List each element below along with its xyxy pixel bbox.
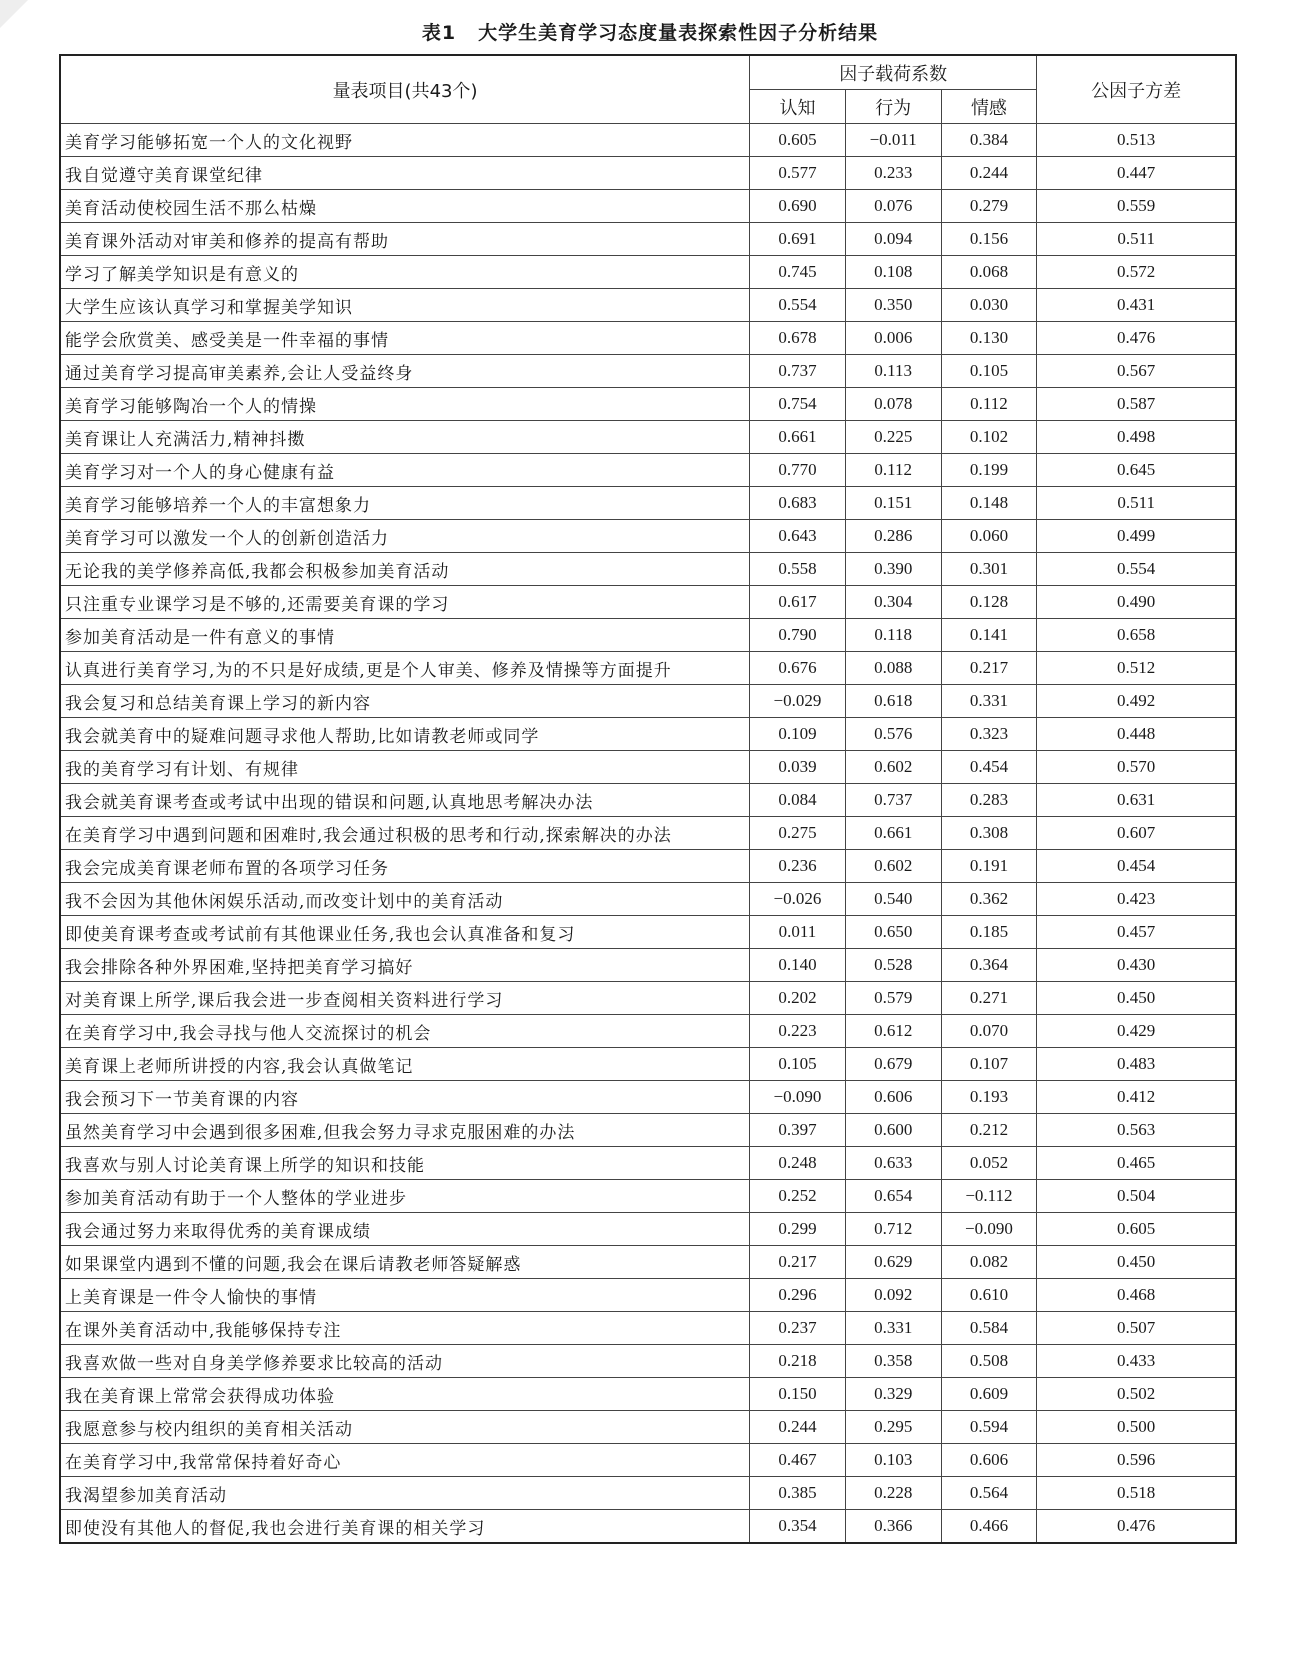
loading-emotion: 0.384 bbox=[941, 124, 1037, 157]
item-text: 我会通过努力来取得优秀的美育课成绩 bbox=[60, 1213, 750, 1246]
table-row bbox=[60, 520, 1236, 553]
loading-behavior: 0.103 bbox=[845, 1444, 941, 1477]
loading-cognition: 0.084 bbox=[750, 784, 846, 817]
loading-cognition: 0.237 bbox=[750, 1312, 846, 1345]
loading-cognition: 0.770 bbox=[750, 454, 846, 487]
table-row bbox=[60, 685, 1236, 718]
loading-behavior: 0.737 bbox=[845, 784, 941, 817]
table-row bbox=[60, 1180, 1236, 1213]
loading-emotion: 0.454 bbox=[941, 751, 1037, 784]
item-text: 参加美育活动是一件有意义的事情 bbox=[60, 619, 750, 652]
table-row bbox=[60, 223, 1236, 256]
item-text: 美育学习可以激发一个人的创新创造活力 bbox=[60, 520, 750, 553]
loading-emotion: 0.082 bbox=[941, 1246, 1037, 1279]
communality-value: 0.572 bbox=[1037, 256, 1236, 289]
communality-value: 0.518 bbox=[1037, 1477, 1236, 1510]
loading-cognition: 0.248 bbox=[750, 1147, 846, 1180]
communality-value: 0.433 bbox=[1037, 1345, 1236, 1378]
loading-cognition: 0.558 bbox=[750, 553, 846, 586]
header-communality: 公因子方差 bbox=[1037, 55, 1236, 124]
communality-value: 0.500 bbox=[1037, 1411, 1236, 1444]
table-row bbox=[60, 652, 1236, 685]
communality-value: 0.454 bbox=[1037, 850, 1236, 883]
loading-cognition: 0.661 bbox=[750, 421, 846, 454]
loading-emotion: 0.060 bbox=[941, 520, 1037, 553]
table-row bbox=[60, 1411, 1236, 1444]
factor-analysis-table bbox=[59, 54, 1237, 1544]
communality-value: 0.498 bbox=[1037, 421, 1236, 454]
item-text: 在美育学习中遇到问题和困难时,我会通过积极的思考和行动,探索解决的办法 bbox=[60, 817, 750, 850]
loading-cognition: 0.676 bbox=[750, 652, 846, 685]
table-row bbox=[60, 1345, 1236, 1378]
communality-value: 0.513 bbox=[1037, 124, 1236, 157]
loading-behavior: 0.286 bbox=[845, 520, 941, 553]
table-row bbox=[60, 454, 1236, 487]
table-row bbox=[60, 1114, 1236, 1147]
loading-cognition: 0.745 bbox=[750, 256, 846, 289]
table-row bbox=[60, 850, 1236, 883]
item-text: 大学生应该认真学习和掌握美学知识 bbox=[60, 289, 750, 322]
communality-value: 0.511 bbox=[1037, 223, 1236, 256]
communality-value: 0.483 bbox=[1037, 1048, 1236, 1081]
loading-cognition: 0.011 bbox=[750, 916, 846, 949]
loading-emotion: 0.105 bbox=[941, 355, 1037, 388]
item-text: 我会预习下一节美育课的内容 bbox=[60, 1081, 750, 1114]
item-text: 即使没有其他人的督促,我也会进行美育课的相关学习 bbox=[60, 1510, 750, 1544]
loading-cognition: 0.554 bbox=[750, 289, 846, 322]
table-row bbox=[60, 421, 1236, 454]
item-text: 美育学习能够陶冶一个人的情操 bbox=[60, 388, 750, 421]
communality-value: 0.587 bbox=[1037, 388, 1236, 421]
communality-value: 0.490 bbox=[1037, 586, 1236, 619]
loading-emotion: 0.364 bbox=[941, 949, 1037, 982]
loading-emotion: 0.148 bbox=[941, 487, 1037, 520]
communality-value: 0.645 bbox=[1037, 454, 1236, 487]
loading-emotion: 0.362 bbox=[941, 883, 1037, 916]
item-text: 我会完成美育课老师布置的各项学习任务 bbox=[60, 850, 750, 883]
table-row bbox=[60, 1477, 1236, 1510]
loading-behavior: 0.088 bbox=[845, 652, 941, 685]
loading-emotion: 0.564 bbox=[941, 1477, 1037, 1510]
loading-emotion: 0.212 bbox=[941, 1114, 1037, 1147]
loading-cognition: 0.223 bbox=[750, 1015, 846, 1048]
loading-cognition: 0.252 bbox=[750, 1180, 846, 1213]
loading-behavior: 0.579 bbox=[845, 982, 941, 1015]
table-row bbox=[60, 817, 1236, 850]
loading-behavior: 0.633 bbox=[845, 1147, 941, 1180]
loading-emotion: 0.217 bbox=[941, 652, 1037, 685]
loading-behavior: −0.011 bbox=[845, 124, 941, 157]
loading-behavior: 0.390 bbox=[845, 553, 941, 586]
table-row bbox=[60, 553, 1236, 586]
communality-value: 0.511 bbox=[1037, 487, 1236, 520]
loading-cognition: 0.467 bbox=[750, 1444, 846, 1477]
item-text: 我渴望参加美育活动 bbox=[60, 1477, 750, 1510]
item-text: 在美育学习中,我会寻找与他人交流探讨的机会 bbox=[60, 1015, 750, 1048]
loading-cognition: −0.090 bbox=[750, 1081, 846, 1114]
communality-value: 0.559 bbox=[1037, 190, 1236, 223]
loading-emotion: 0.466 bbox=[941, 1510, 1037, 1544]
loading-behavior: 0.233 bbox=[845, 157, 941, 190]
table-row bbox=[60, 1081, 1236, 1114]
loading-emotion: 0.141 bbox=[941, 619, 1037, 652]
loading-cognition: 0.296 bbox=[750, 1279, 846, 1312]
table-row bbox=[60, 982, 1236, 1015]
table-row bbox=[60, 1312, 1236, 1345]
loading-emotion: 0.185 bbox=[941, 916, 1037, 949]
communality-value: 0.476 bbox=[1037, 322, 1236, 355]
loading-behavior: 0.331 bbox=[845, 1312, 941, 1345]
loading-cognition: 0.244 bbox=[750, 1411, 846, 1444]
loading-emotion: 0.070 bbox=[941, 1015, 1037, 1048]
communality-value: 0.502 bbox=[1037, 1378, 1236, 1411]
loading-emotion: 0.594 bbox=[941, 1411, 1037, 1444]
loading-emotion: 0.279 bbox=[941, 190, 1037, 223]
loading-cognition: −0.029 bbox=[750, 685, 846, 718]
loading-cognition: 0.678 bbox=[750, 322, 846, 355]
loading-emotion: 0.271 bbox=[941, 982, 1037, 1015]
header-factor-cognition: 认知 bbox=[750, 90, 846, 124]
table-body bbox=[60, 124, 1236, 1544]
table-row bbox=[60, 1378, 1236, 1411]
table-row bbox=[60, 289, 1236, 322]
loading-emotion: 0.052 bbox=[941, 1147, 1037, 1180]
loading-cognition: 0.577 bbox=[750, 157, 846, 190]
table-caption bbox=[0, 18, 1300, 45]
table-row bbox=[60, 487, 1236, 520]
loading-behavior: 0.602 bbox=[845, 850, 941, 883]
loading-emotion: −0.112 bbox=[941, 1180, 1037, 1213]
item-text: 美育课外活动对审美和修养的提高有帮助 bbox=[60, 223, 750, 256]
item-text: 美育课让人充满活力,精神抖擞 bbox=[60, 421, 750, 454]
loading-behavior: 0.528 bbox=[845, 949, 941, 982]
loading-cognition: −0.026 bbox=[750, 883, 846, 916]
item-text: 美育学习能够培养一个人的丰富想象力 bbox=[60, 487, 750, 520]
loading-cognition: 0.605 bbox=[750, 124, 846, 157]
item-text: 美育课上老师所讲授的内容,我会认真做笔记 bbox=[60, 1048, 750, 1081]
table-row bbox=[60, 124, 1236, 157]
loading-behavior: 0.113 bbox=[845, 355, 941, 388]
header-item-column: 量表项目(共43个) bbox=[60, 55, 750, 124]
communality-value: 0.554 bbox=[1037, 553, 1236, 586]
item-text: 如果课堂内遇到不懂的问题,我会在课后请教老师答疑解惑 bbox=[60, 1246, 750, 1279]
loading-cognition: 0.385 bbox=[750, 1477, 846, 1510]
loading-emotion: 0.606 bbox=[941, 1444, 1037, 1477]
item-text: 通过美育学习提高审美素养,会让人受益终身 bbox=[60, 355, 750, 388]
table-number: 表1 bbox=[421, 22, 457, 44]
loading-cognition: 0.140 bbox=[750, 949, 846, 982]
item-text: 我会就美育课考查或考试中出现的错误和问题,认真地思考解决办法 bbox=[60, 784, 750, 817]
item-text: 虽然美育学习中会遇到很多困难,但我会努力寻求克服困难的办法 bbox=[60, 1114, 750, 1147]
communality-value: 0.430 bbox=[1037, 949, 1236, 982]
table-header bbox=[60, 55, 1236, 124]
loading-behavior: 0.228 bbox=[845, 1477, 941, 1510]
loading-cognition: 0.754 bbox=[750, 388, 846, 421]
communality-value: 0.563 bbox=[1037, 1114, 1236, 1147]
loading-behavior: 0.151 bbox=[845, 487, 941, 520]
loading-cognition: 0.683 bbox=[750, 487, 846, 520]
header-factor-behavior: 行为 bbox=[845, 90, 941, 124]
loading-emotion: 0.102 bbox=[941, 421, 1037, 454]
loading-behavior: 0.304 bbox=[845, 586, 941, 619]
item-text: 只注重专业课学习是不够的,还需要美育课的学习 bbox=[60, 586, 750, 619]
loading-behavior: 0.576 bbox=[845, 718, 941, 751]
communality-value: 0.465 bbox=[1037, 1147, 1236, 1180]
table-row bbox=[60, 1213, 1236, 1246]
communality-value: 0.431 bbox=[1037, 289, 1236, 322]
loading-emotion: 0.130 bbox=[941, 322, 1037, 355]
communality-value: 0.504 bbox=[1037, 1180, 1236, 1213]
loading-behavior: 0.092 bbox=[845, 1279, 941, 1312]
loading-emotion: 0.128 bbox=[941, 586, 1037, 619]
loading-behavior: 0.076 bbox=[845, 190, 941, 223]
loading-cognition: 0.275 bbox=[750, 817, 846, 850]
communality-value: 0.457 bbox=[1037, 916, 1236, 949]
header-factor-group: 因子载荷系数 bbox=[750, 55, 1037, 90]
item-text: 无论我的美学修养高低,我都会积极参加美育活动 bbox=[60, 553, 750, 586]
loading-behavior: 0.654 bbox=[845, 1180, 941, 1213]
table-row bbox=[60, 586, 1236, 619]
table-row bbox=[60, 784, 1236, 817]
table-row bbox=[60, 751, 1236, 784]
loading-emotion: 0.308 bbox=[941, 817, 1037, 850]
communality-value: 0.507 bbox=[1037, 1312, 1236, 1345]
table-row bbox=[60, 388, 1236, 421]
communality-value: 0.658 bbox=[1037, 619, 1236, 652]
loading-behavior: 0.006 bbox=[845, 322, 941, 355]
loading-behavior: 0.329 bbox=[845, 1378, 941, 1411]
table-row bbox=[60, 355, 1236, 388]
item-text: 我在美育课上常常会获得成功体验 bbox=[60, 1378, 750, 1411]
loading-cognition: 0.617 bbox=[750, 586, 846, 619]
loading-emotion: 0.068 bbox=[941, 256, 1037, 289]
loading-cognition: 0.643 bbox=[750, 520, 846, 553]
loading-emotion: 0.244 bbox=[941, 157, 1037, 190]
loading-emotion: 0.301 bbox=[941, 553, 1037, 586]
item-text: 参加美育活动有助于一个人整体的学业进步 bbox=[60, 1180, 750, 1213]
item-text: 我的美育学习有计划、有规律 bbox=[60, 751, 750, 784]
item-text: 认真进行美育学习,为的不只是好成绩,更是个人审美、修养及情操等方面提升 bbox=[60, 652, 750, 685]
loading-emotion: 0.508 bbox=[941, 1345, 1037, 1378]
communality-value: 0.412 bbox=[1037, 1081, 1236, 1114]
item-text: 我喜欢与别人讨论美育课上所学的知识和技能 bbox=[60, 1147, 750, 1180]
loading-cognition: 0.691 bbox=[750, 223, 846, 256]
loading-behavior: 0.225 bbox=[845, 421, 941, 454]
loading-cognition: 0.737 bbox=[750, 355, 846, 388]
item-text: 我会复习和总结美育课上学习的新内容 bbox=[60, 685, 750, 718]
communality-value: 0.570 bbox=[1037, 751, 1236, 784]
item-text: 在美育学习中,我常常保持着好奇心 bbox=[60, 1444, 750, 1477]
loading-emotion: 0.610 bbox=[941, 1279, 1037, 1312]
loading-cognition: 0.109 bbox=[750, 718, 846, 751]
loading-behavior: 0.540 bbox=[845, 883, 941, 916]
loading-behavior: 0.112 bbox=[845, 454, 941, 487]
loading-behavior: 0.094 bbox=[845, 223, 941, 256]
loading-emotion: 0.107 bbox=[941, 1048, 1037, 1081]
item-text: 上美育课是一件令人愉快的事情 bbox=[60, 1279, 750, 1312]
loading-emotion: 0.193 bbox=[941, 1081, 1037, 1114]
loading-emotion: 0.191 bbox=[941, 850, 1037, 883]
loading-behavior: 0.712 bbox=[845, 1213, 941, 1246]
table-row bbox=[60, 190, 1236, 223]
loading-behavior: 0.612 bbox=[845, 1015, 941, 1048]
loading-behavior: 0.602 bbox=[845, 751, 941, 784]
item-text: 我不会因为其他休闲娱乐活动,而改变计划中的美育活动 bbox=[60, 883, 750, 916]
item-text: 我自觉遵守美育课堂纪律 bbox=[60, 157, 750, 190]
loading-behavior: 0.118 bbox=[845, 619, 941, 652]
table-row bbox=[60, 883, 1236, 916]
loading-cognition: 0.217 bbox=[750, 1246, 846, 1279]
loading-behavior: 0.618 bbox=[845, 685, 941, 718]
item-text: 我会排除各种外界困难,坚持把美育学习搞好 bbox=[60, 949, 750, 982]
item-text: 对美育课上所学,课后我会进一步查阅相关资料进行学习 bbox=[60, 982, 750, 1015]
loading-behavior: 0.679 bbox=[845, 1048, 941, 1081]
item-text: 在课外美育活动中,我能够保持专注 bbox=[60, 1312, 750, 1345]
table-row bbox=[60, 1510, 1236, 1544]
communality-value: 0.450 bbox=[1037, 1246, 1236, 1279]
item-text: 美育学习能够拓宽一个人的文化视野 bbox=[60, 124, 750, 157]
loading-cognition: 0.202 bbox=[750, 982, 846, 1015]
table-title: 大学生美育学习态度量表探索性因子分析结果 bbox=[478, 22, 879, 44]
communality-value: 0.499 bbox=[1037, 520, 1236, 553]
table-row bbox=[60, 1048, 1236, 1081]
communality-value: 0.468 bbox=[1037, 1279, 1236, 1312]
communality-value: 0.423 bbox=[1037, 883, 1236, 916]
loading-cognition: 0.236 bbox=[750, 850, 846, 883]
table-row bbox=[60, 619, 1236, 652]
loading-behavior: 0.358 bbox=[845, 1345, 941, 1378]
loading-cognition: 0.150 bbox=[750, 1378, 846, 1411]
item-text: 我会就美育中的疑难问题寻求他人帮助,比如请教老师或同学 bbox=[60, 718, 750, 751]
communality-value: 0.447 bbox=[1037, 157, 1236, 190]
loading-emotion: 0.156 bbox=[941, 223, 1037, 256]
loading-behavior: 0.661 bbox=[845, 817, 941, 850]
loading-cognition: 0.790 bbox=[750, 619, 846, 652]
loading-behavior: 0.078 bbox=[845, 388, 941, 421]
table-row bbox=[60, 322, 1236, 355]
communality-value: 0.607 bbox=[1037, 817, 1236, 850]
item-text: 能学会欣赏美、感受美是一件幸福的事情 bbox=[60, 322, 750, 355]
communality-value: 0.567 bbox=[1037, 355, 1236, 388]
communality-value: 0.448 bbox=[1037, 718, 1236, 751]
loading-cognition: 0.105 bbox=[750, 1048, 846, 1081]
table-row bbox=[60, 1279, 1236, 1312]
loading-cognition: 0.299 bbox=[750, 1213, 846, 1246]
table-row bbox=[60, 916, 1236, 949]
loading-emotion: 0.112 bbox=[941, 388, 1037, 421]
communality-value: 0.596 bbox=[1037, 1444, 1236, 1477]
loading-behavior: 0.295 bbox=[845, 1411, 941, 1444]
loading-emotion: 0.323 bbox=[941, 718, 1037, 751]
loading-behavior: 0.366 bbox=[845, 1510, 941, 1544]
item-text: 即使美育课考查或考试前有其他课业任务,我也会认真准备和复习 bbox=[60, 916, 750, 949]
item-text: 学习了解美学知识是有意义的 bbox=[60, 256, 750, 289]
table-row bbox=[60, 718, 1236, 751]
loading-cognition: 0.690 bbox=[750, 190, 846, 223]
loading-behavior: 0.108 bbox=[845, 256, 941, 289]
communality-value: 0.429 bbox=[1037, 1015, 1236, 1048]
loading-behavior: 0.350 bbox=[845, 289, 941, 322]
loading-emotion: 0.199 bbox=[941, 454, 1037, 487]
loading-emotion: 0.283 bbox=[941, 784, 1037, 817]
item-text: 美育学习对一个人的身心健康有益 bbox=[60, 454, 750, 487]
loading-cognition: 0.039 bbox=[750, 751, 846, 784]
loading-cognition: 0.218 bbox=[750, 1345, 846, 1378]
loading-behavior: 0.600 bbox=[845, 1114, 941, 1147]
table-row bbox=[60, 1444, 1236, 1477]
loading-emotion: 0.030 bbox=[941, 289, 1037, 322]
table-row bbox=[60, 1015, 1236, 1048]
loading-emotion: 0.609 bbox=[941, 1378, 1037, 1411]
header-factor-emotion: 情感 bbox=[941, 90, 1037, 124]
loading-behavior: 0.650 bbox=[845, 916, 941, 949]
item-text: 我愿意参与校内组织的美育相关活动 bbox=[60, 1411, 750, 1444]
loading-behavior: 0.629 bbox=[845, 1246, 941, 1279]
item-text: 美育活动使校园生活不那么枯燥 bbox=[60, 190, 750, 223]
communality-value: 0.492 bbox=[1037, 685, 1236, 718]
loading-behavior: 0.606 bbox=[845, 1081, 941, 1114]
table-row bbox=[60, 1246, 1236, 1279]
item-text: 我喜欢做一些对自身美学修养要求比较高的活动 bbox=[60, 1345, 750, 1378]
loading-emotion: −0.090 bbox=[941, 1213, 1037, 1246]
table-row bbox=[60, 949, 1236, 982]
loading-cognition: 0.354 bbox=[750, 1510, 846, 1544]
communality-value: 0.450 bbox=[1037, 982, 1236, 1015]
communality-value: 0.631 bbox=[1037, 784, 1236, 817]
table-row bbox=[60, 256, 1236, 289]
communality-value: 0.605 bbox=[1037, 1213, 1236, 1246]
communality-value: 0.512 bbox=[1037, 652, 1236, 685]
loading-emotion: 0.584 bbox=[941, 1312, 1037, 1345]
loading-cognition: 0.397 bbox=[750, 1114, 846, 1147]
loading-emotion: 0.331 bbox=[941, 685, 1037, 718]
communality-value: 0.476 bbox=[1037, 1510, 1236, 1544]
table-row bbox=[60, 157, 1236, 190]
table-row bbox=[60, 1147, 1236, 1180]
